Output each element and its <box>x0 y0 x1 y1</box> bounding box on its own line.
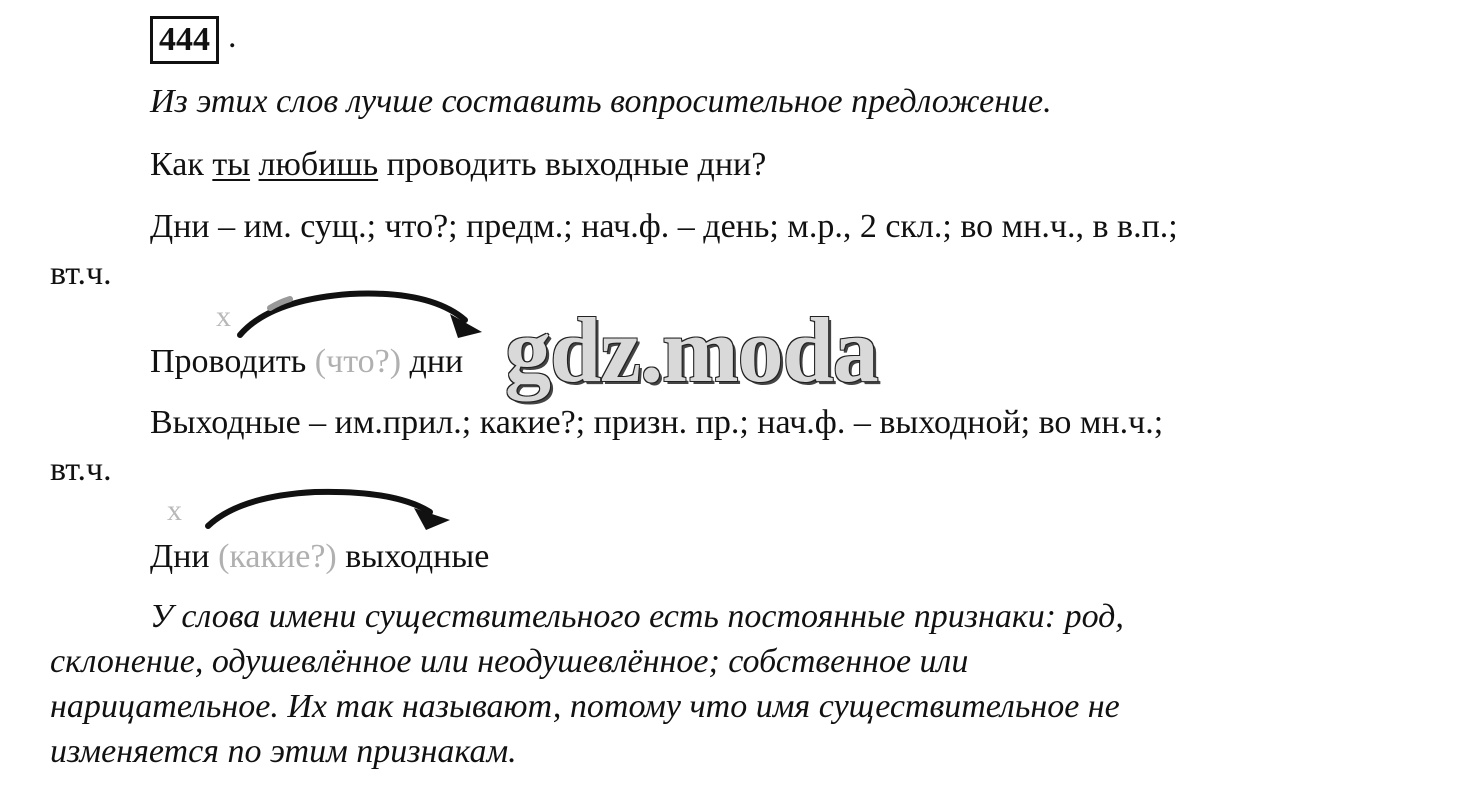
sentence-rest: проводить выходные дни? <box>386 146 767 183</box>
sentence-word-kak: Как <box>150 146 204 183</box>
exercise-number: 444 <box>150 16 219 64</box>
word-role-dni: вт.ч. <box>50 255 112 292</box>
task-instruction: Из этих слов лучше составить вопросительное предложение. <box>150 83 1052 120</box>
sentence-predicate: любишь <box>258 146 379 183</box>
answer-line-4: изменяется по этим признакам. <box>50 733 517 770</box>
watermark-logo: gdz.moda <box>505 299 878 401</box>
sentence-subject: ты <box>212 146 251 183</box>
phrase-dependent-word: дни <box>409 343 464 380</box>
answer-line-3: нарицательное. Их так называют, потому что имя существительное не <box>50 688 1120 725</box>
answer-line-2: склонение, одушевлённое или неодушевлённое; собственное или <box>50 643 969 680</box>
phrase-connection-arrow <box>230 280 490 350</box>
phrase2-question: (какие?) <box>218 538 337 575</box>
phrase-main-word: Проводить <box>150 343 307 380</box>
word-analysis-vykhodnye: Выходные – им.прил.; какие?; призн. пр.; нач.ф. – выходной; во мн.ч.; <box>150 404 1164 441</box>
phrase2-dependent-word: выходные <box>345 538 490 575</box>
phrase2-connection-arrow <box>200 478 460 538</box>
exercise-number-dot: . <box>228 18 237 55</box>
phrase2-main-word: Дни <box>150 538 210 575</box>
phrase-proводить-dni <box>150 342 463 382</box>
example-sentence <box>150 145 766 185</box>
word-analysis-dni: Дни – им. сущ.; что?; предм.; нач.ф. – день; м.р., 2 скл.; во мн.ч., в в.п.; <box>150 208 1178 245</box>
phrase-question: (что?) <box>314 343 402 380</box>
phrase2-main-word-mark: х <box>167 494 182 527</box>
phrase-main-word-mark: х <box>216 300 231 333</box>
phrase-dni-vykhodnye <box>150 537 489 577</box>
answer-line-1: У слова имени существительного есть постоянные признаки: род, <box>150 598 1124 635</box>
word-role-vykhodnye: вт.ч. <box>50 451 112 488</box>
